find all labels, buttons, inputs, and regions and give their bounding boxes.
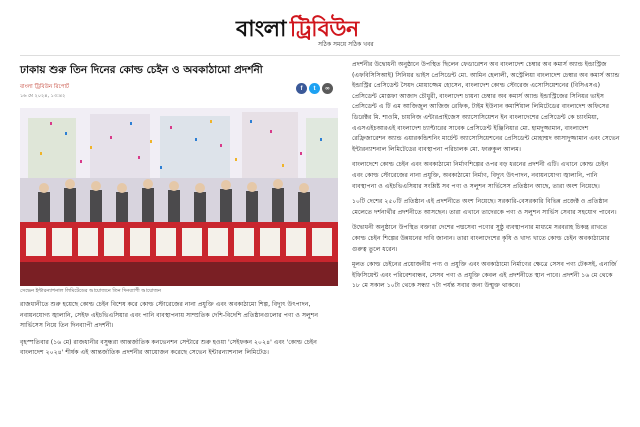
left-column-text (20, 300, 338, 359)
masthead (0, 12, 640, 52)
header-divider (20, 55, 620, 56)
body-paragraph: উদ্বোধনী অনুষ্ঠানে উপস্থিত বক্তারা দেশের পদ্মসেবা পণ্যের সুষ্ঠু ব্যবস্থাপনার মাধ্যমে সরবরাহ চিকন্ত্র রাখতে কোল্ড চেইন শিল্পের উন্নয়নের দাবি জানান। তারা বাংলাদেশের কৃষি ও খাদ্য খাতে কোল্ড চেইন অবকাঠামোর গুরুত্ব তুলে ধরেন। (352, 224, 610, 253)
body-paragraph: ১০টি দেশের ২৫০টি প্রতিষ্ঠান এই প্রদর্শনীতে অংশ নিয়েছে। সরকারি-বেসরকারি বিভিন্ন প্রজেক্ট ও প্রতিষ্ঠান মেলেতে দর্শনার্থীর প্রদর্শনীতে আসছেন। তারা এখানে তাদেরকে পণ্য ও সলুশন সার্ভিস সেবার সহযোগ পাবেন। (352, 198, 617, 216)
article-date: ১৬ মে ২০২৪, ১৩:৪২ (20, 93, 66, 99)
body-paragraph: মূলত কোল্ড চেইনের প্রয়োজনীয় পণ্য ও প্রযুক্তি এবং অবকাঠামো নির্মাণের ক্ষেত্রে সেসব পণ্য টেকসই, এনার্জি ইফিসিয়েন্ট এবং পরিবেশবান্ধব, সেসব পণ্য ও প্রযুক্তি কেবল এই প্রদর্শনীতে স্থান পাবে। প্রদর্শনী ১৬ মে থেকে ১৮ মে সকাল ১০টা থেকে সন্ধ্যা ৭টা পর্যন্ত সবার জন্য উন্মুক্ত থাকবে। (352, 261, 617, 290)
facebook-icon[interactable]: f (296, 83, 307, 94)
twitter-icon[interactable]: t (309, 83, 320, 94)
logo-bangla-text: বাংলা (236, 16, 286, 42)
share-buttons (296, 83, 333, 94)
right-column-text (352, 60, 620, 292)
article-headline: ঢাকায় শুরু তিন দিনের কোল্ড চেইন ও অবকাঠামো প্রদর্শনী (20, 64, 263, 76)
site-tagline: সঠিক সময়ে সঠিক খবর (318, 41, 374, 48)
body-paragraph: বাংলাদেশে কোল্ড চেইন এবং অবকাঠামো নির্মাণশিল্পের ওপর বড় ধরনের প্রদর্শনী এটি। এখানে কোল্ড চেইন এবং কোল্ড স্টোরেজের নানা প্রযুক্তি, অবকাঠামো নির্মাণ, বিদ্যুৎ উৎপাদন, নবায়নযোগ্য জ্বালানি, পানি ব্যবস্থাপনা ও এইচভিএসিয়ার সংশ্লিষ্ট সব পণ্য ও সলুশন সার্ভিসেস প্রতিষ্ঠান আছে, তারা অংশ নিয়েছে। (352, 161, 609, 190)
body-paragraph: বৃহস্পতিবার (১৬ মে) রাজধানীর বসুন্ধরা আন্তর্জাতিক কনভেনশন সেন্টারে শুরু হওয়া 'সেইফকন ২০২৪' এবং 'কোল্ড চেইন বাংলাদেশ ২০২৪' শীর্ষক এই আন্তর্জাতিক প্রদর্শনীর আয়োজন করেছে সেভেন ইন্টারন্যাশনাল লিমিটেড। (20, 338, 317, 357)
article-photo (20, 108, 338, 286)
logo-tribune-text: ট্রিবিউন (289, 16, 359, 42)
link-icon[interactable]: ∞ (322, 83, 333, 94)
photo-caption: সেভেন ইন্টারন্যাশনাল লিমিটেডের আয়োজনে তিন দিনব্যাপী আয়োজন (20, 288, 161, 294)
event-stage-illustration (20, 108, 338, 286)
body-paragraph: প্রদর্শনীর উদ্বোধনী অনুষ্ঠানে উপস্থিত ছিলেন ফেডারেশন অব বাংলাদেশ চেম্বার অব কমার্স অ্যান্ড ইন্ডাস্ট্রিজ (এফবিসিসিআই) সিনিয়র ভাইস প্রেসিডেন্ট মো. আমিন হেলালী, অস্ট্রেলিয়া বাংলাদেশ চেম্বার অব কমার্স অ্যান্ড ইন্ডাস্ট্রির প্রেসিডেন্ট সৈয়দ মোয়াজ্জেম হোসেন, বাংলাদেশ কোল্ড স্টোরেজ এসোসিয়েশনের (বিসিএসএ) প্রেসিডেন্ট মোস্তফা আজাদ চৌধুরী, বাংলাদেশ চায়না চেম্বার অব কমার্স অ্যান্ড ইন্ডাস্ট্রিজের সিনিয়র ভাইস প্রেসিডেন্ট এ টি এম আজিজুল আজিজ রেফিক, টাইম ইউনান কমার্শিয়াল লিমিটেডের বাংলাদেশ অফিসের ডিরেক্টর মি. শাওমি, চায়নিজ এন্টারপ্রাইজেস অ্যাসোসিয়েশন ইন বাংলাদেশের প্রেসিডেন্ট কে চ্যাংমিয়া, এএসএইচআরএই বাংলাদেশ চ্যাপ্টারের সাবেক প্রেসিডেন্ট ইঞ্জিনিয়ার মো. হামদুজ্জামান, বাংলাদেশ রেফ্রিজারেশন অ্যান্ড এয়ারকন্ডিশনিং মার্চেন্ট অ্যাসোসিয়েশনের প্রেসিডেন্ট মোহাম্মদ আসাদুজ্জামান এবং সেভেন ইন্টারন্যাশনাল লিমিটেডের ব্যবস্থাপনা পরিচালক মো. ফারুকুল আলম। (352, 61, 620, 153)
body-paragraph: রাজধানীতে শুরু হয়েছে কোল্ড চেইন বিশেষ করে কোল্ড স্টোরেজের নানা প্রযুক্তি এবং অবকাঠামো শিল্প, বিদ্যুৎ উৎপাদন, নবায়নযোগ্য জ্বালানি, সেইফ এইচভিএসিয়ার এবং পানি ব্যবস্থাপনায় সাম্প্রতিক দেশি-বিদেশি প্রতিষ্ঠানগুলোর পণ্য ও সলুশন সার্ভিসেস নিয়ে তিন দিনব্যাপী প্রদর্শনী। (20, 301, 319, 330)
article-byline[interactable]: বাংলা ট্রিবিউন রিপোর্ট (20, 84, 70, 90)
